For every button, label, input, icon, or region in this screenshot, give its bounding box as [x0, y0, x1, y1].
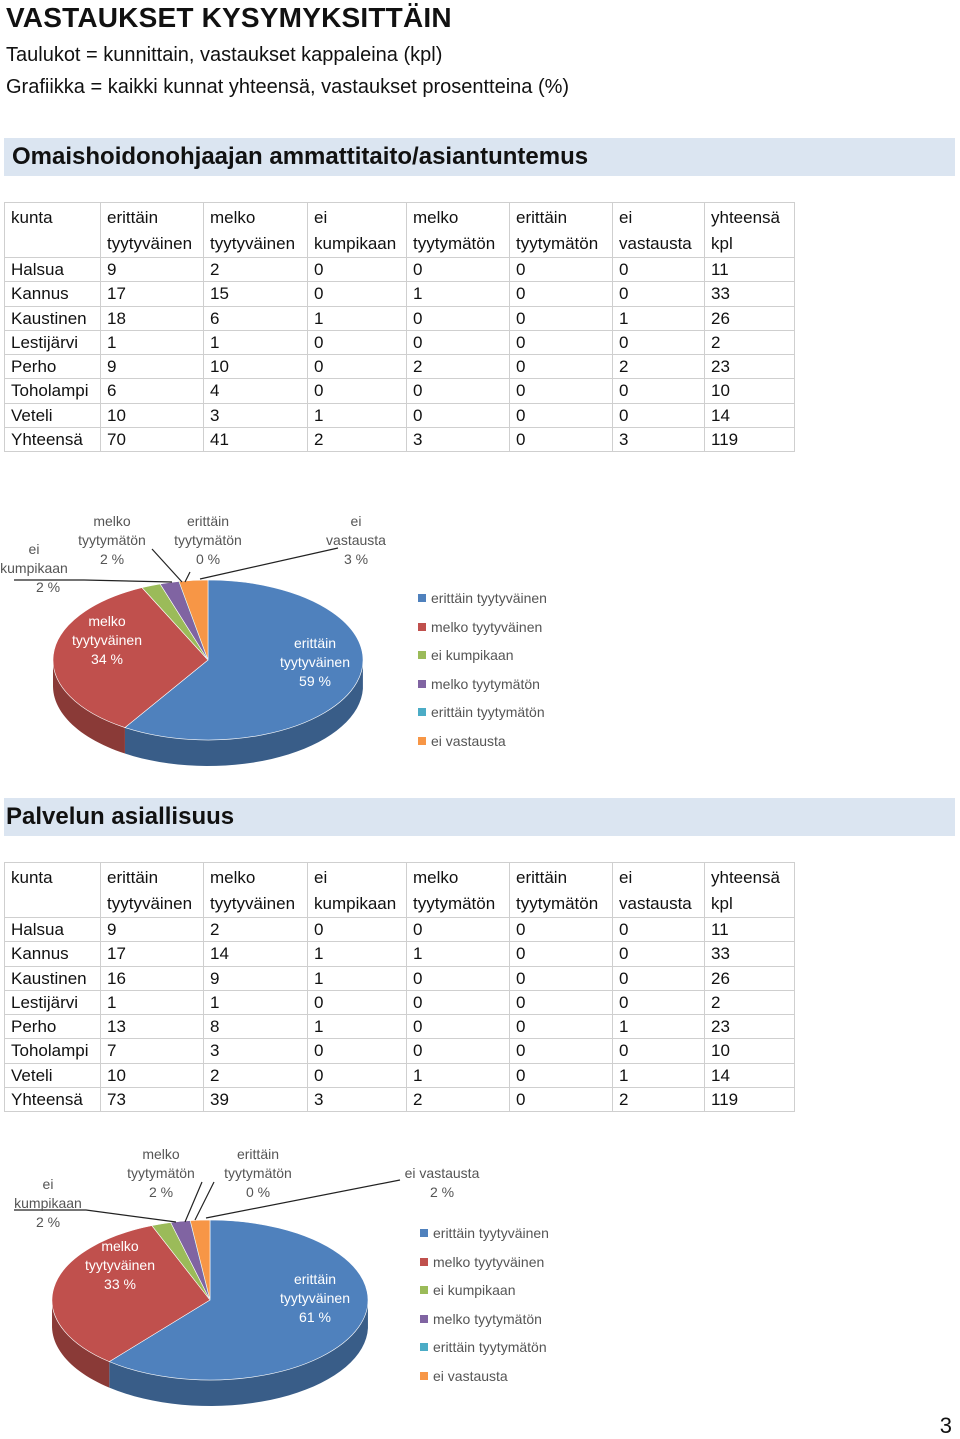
legend-label: erittäin tyytyväinen — [431, 590, 547, 606]
column-header-line — [11, 231, 94, 257]
column-header — [613, 863, 705, 918]
column-header — [407, 863, 510, 918]
table-cell: 1 — [613, 306, 705, 330]
slice-value-label: 2 % — [148, 1184, 174, 1200]
table-cell: 0 — [613, 330, 705, 354]
table-cell: 9 — [101, 258, 204, 282]
table-row — [5, 1039, 795, 1063]
table-cell: 3 — [308, 1088, 407, 1112]
legend-item — [420, 1339, 547, 1355]
table-cell: 0 — [510, 942, 613, 966]
slice-label: tyytymätön — [174, 532, 242, 548]
table-cell: 17 — [101, 942, 204, 966]
table-row — [5, 990, 795, 1014]
slice-label: tyytyväinen — [71, 632, 143, 648]
table-cell: 0 — [308, 282, 407, 306]
slice-label: tyytyväinen — [84, 1257, 156, 1273]
column-header-line: melko — [413, 208, 459, 227]
row-label: Veteli — [5, 1063, 101, 1087]
row-label: Yhteensä — [5, 1088, 101, 1112]
column-header-line: ei — [314, 868, 328, 887]
table-cell: 0 — [308, 330, 407, 354]
legend-label: melko tyytymätön — [431, 675, 540, 692]
slice-value-label: 61 % — [299, 1309, 331, 1325]
column-header-line — [11, 891, 94, 917]
table-row — [5, 1063, 795, 1087]
table-row — [5, 306, 795, 330]
table-cell: 26 — [705, 306, 795, 330]
legend-label: melko tyytyväinen — [431, 618, 543, 635]
table-cell: 2 — [407, 355, 510, 379]
table-cell: 0 — [407, 918, 510, 942]
table-cell: 0 — [308, 355, 407, 379]
table-cell: 0 — [510, 1088, 613, 1112]
table-cell: 39 — [204, 1088, 308, 1112]
table-cell: 14 — [204, 942, 308, 966]
legend-item — [420, 1225, 549, 1241]
slice-value-label: 33 % — [104, 1276, 136, 1292]
table-cell: 11 — [705, 918, 795, 942]
table-cell: 0 — [613, 918, 705, 942]
row-label: Perho — [5, 355, 101, 379]
column-header — [510, 203, 613, 258]
column-header-line: ei — [314, 208, 328, 227]
column-header — [308, 863, 407, 918]
table-cell: 0 — [510, 918, 613, 942]
column-header — [613, 203, 705, 258]
table-cell: 0 — [510, 990, 613, 1014]
column-header-line: yhteensä — [711, 208, 780, 227]
slice-label: tyytymätön — [127, 1165, 195, 1181]
table-cell: 0 — [510, 355, 613, 379]
table-row — [5, 1015, 795, 1039]
column-header — [204, 203, 308, 258]
table-cell: 0 — [613, 282, 705, 306]
legend-swatch — [420, 1315, 428, 1323]
column-header-line: melko — [210, 208, 256, 227]
table-cell: 70 — [101, 428, 204, 452]
table-header-row — [5, 863, 795, 918]
table-cell: 6 — [204, 306, 308, 330]
table-cell: 10 — [705, 379, 795, 403]
table-cell: 2 — [705, 330, 795, 354]
table-cell: 10 — [705, 1039, 795, 1063]
table-cell: 3 — [204, 403, 308, 427]
table-row — [5, 355, 795, 379]
slice-value-label: 0 % — [245, 1184, 271, 1200]
column-header-line: tyytymätön — [516, 234, 599, 253]
table-cell: 0 — [407, 990, 510, 1014]
table-cell: 0 — [407, 1015, 510, 1039]
subtitle-graphics: Grafiikka = kaikki kunnat yhteensä, vastaukset prosentteina (%) — [6, 76, 570, 98]
legend-label: erittäin tyytymätön — [433, 1339, 547, 1356]
table-cell: 0 — [407, 258, 510, 282]
table-cell: 0 — [308, 990, 407, 1014]
column-header-line: ei — [619, 868, 633, 887]
table-cell: 119 — [705, 428, 795, 452]
column-header-line: erittäin — [516, 208, 568, 227]
section-2-title: Palvelun asiallisuus — [6, 803, 235, 830]
table-cell: 15 — [204, 282, 308, 306]
column-header — [101, 203, 204, 258]
table-cell: 1 — [308, 966, 407, 990]
table-cell: 9 — [101, 355, 204, 379]
row-label: Kannus — [5, 282, 101, 306]
table-cell: 6 — [101, 379, 204, 403]
column-header-line: tyytyväinen — [210, 234, 296, 253]
column-header — [308, 203, 407, 258]
column-header — [510, 863, 613, 918]
slice-label: melko — [88, 613, 126, 629]
legend-label: ei vastausta — [431, 733, 506, 749]
legend-swatch — [418, 623, 426, 631]
legend-label: ei vastausta — [433, 1368, 508, 1384]
table-row — [5, 330, 795, 354]
table-cell: 0 — [308, 258, 407, 282]
table-cell: 1 — [101, 330, 204, 354]
legend-item — [418, 590, 547, 606]
table-row — [5, 1088, 795, 1112]
column-header — [204, 863, 308, 918]
table-cell: 10 — [101, 1063, 204, 1087]
section-1-title: Omaishoidonohjaajan ammattitaito/asiantuntemus — [12, 143, 589, 170]
slice-value-label: 2 % — [35, 1214, 61, 1230]
section-2-header — [4, 798, 955, 836]
legend-swatch — [418, 708, 426, 716]
table-row — [5, 379, 795, 403]
column-header-line: kpl — [711, 234, 733, 253]
row-label: Kaustinen — [5, 966, 101, 990]
table-cell: 14 — [705, 403, 795, 427]
column-header-line: tyytymätön — [413, 894, 496, 913]
slice-label: tyytyväinen — [279, 1290, 351, 1306]
table-cell: 2 — [407, 1088, 510, 1112]
table-cell: 0 — [510, 1015, 613, 1039]
table-cell: 0 — [510, 1039, 613, 1063]
row-label: Toholampi — [5, 1039, 101, 1063]
row-label: Kaustinen — [5, 306, 101, 330]
section-2-legend — [420, 1225, 620, 1395]
slice-label: tyytyväinen — [279, 654, 351, 670]
row-label: Veteli — [5, 403, 101, 427]
table-cell: 0 — [510, 258, 613, 282]
table-cell: 1 — [613, 1063, 705, 1087]
page-number: 3 — [939, 1413, 952, 1438]
legend-item — [418, 676, 540, 692]
label-leader-line — [200, 548, 338, 579]
slice-value-label: 59 % — [299, 673, 331, 689]
table-cell: 0 — [613, 990, 705, 1014]
table-cell: 3 — [407, 428, 510, 452]
table-cell: 0 — [308, 1039, 407, 1063]
column-header-line: tyytymätön — [516, 894, 599, 913]
column-header-line: kunta — [11, 208, 53, 227]
table-row — [5, 966, 795, 990]
legend-label: erittäin tyytymätön — [431, 704, 545, 721]
row-label: Yhteensä — [5, 428, 101, 452]
legend-item — [420, 1368, 508, 1384]
legend-label: melko tyytymätön — [433, 1310, 542, 1327]
table-cell: 0 — [407, 403, 510, 427]
table-cell: 9 — [101, 918, 204, 942]
column-header — [705, 203, 795, 258]
table-row — [5, 918, 795, 942]
table-cell: 1 — [308, 1015, 407, 1039]
legend-swatch — [420, 1229, 428, 1237]
table-cell: 41 — [204, 428, 308, 452]
table-cell: 33 — [705, 282, 795, 306]
table-cell: 0 — [407, 330, 510, 354]
table-cell: 33 — [705, 942, 795, 966]
column-header-line: tyytymätön — [413, 234, 496, 253]
table-cell: 23 — [705, 355, 795, 379]
table-cell: 4 — [204, 379, 308, 403]
table-cell: 1 — [204, 330, 308, 354]
table-cell: 0 — [613, 403, 705, 427]
slice-value-label: 3 % — [343, 551, 369, 567]
section-1-legend — [418, 590, 618, 760]
table-cell: 2 — [613, 355, 705, 379]
table-cell: 0 — [510, 966, 613, 990]
legend-item — [420, 1282, 516, 1298]
table-cell: 16 — [101, 966, 204, 990]
table-row — [5, 403, 795, 427]
table-row — [5, 428, 795, 452]
subtitle-tables: Taulukot = kunnittain, vastaukset kappaleina (kpl) — [6, 44, 443, 66]
table-cell: 1 — [204, 990, 308, 1014]
slice-label: erittäin — [236, 1146, 280, 1162]
column-header-line: melko — [413, 868, 459, 887]
table-cell: 1 — [407, 1063, 510, 1087]
column-header-line: erittäin — [516, 868, 568, 887]
slice-label: erittäin — [293, 635, 337, 651]
column-header-line: kunta — [11, 868, 53, 887]
table-cell: 0 — [613, 966, 705, 990]
table-cell: 3 — [613, 428, 705, 452]
table-cell: 119 — [705, 1088, 795, 1112]
slice-value-label: 0 % — [195, 551, 221, 567]
column-header-line: vastausta — [619, 234, 692, 253]
label-leader-line — [185, 1182, 202, 1222]
legend-swatch — [418, 594, 426, 602]
table-cell: 0 — [308, 918, 407, 942]
slice-label: tyytymätön — [78, 532, 146, 548]
table-cell: 0 — [613, 379, 705, 403]
column-header-line: erittäin — [107, 868, 159, 887]
legend-item — [420, 1254, 544, 1270]
column-header-line: kpl — [711, 894, 733, 913]
table-row — [5, 258, 795, 282]
table-cell: 0 — [407, 1039, 510, 1063]
row-label: Kannus — [5, 942, 101, 966]
table-cell: 23 — [705, 1015, 795, 1039]
legend-item — [418, 647, 514, 663]
slice-value-label: 2 % — [99, 551, 125, 567]
table-cell: 0 — [510, 282, 613, 306]
table-cell: 0 — [510, 403, 613, 427]
column-header — [705, 863, 795, 918]
label-leader-line — [152, 549, 182, 582]
slice-label: kumpikaan — [14, 1195, 82, 1211]
legend-item — [418, 619, 542, 635]
table-cell: 10 — [204, 355, 308, 379]
table-cell: 2 — [204, 1063, 308, 1087]
label-leader-line — [206, 1180, 400, 1218]
table-cell: 0 — [510, 428, 613, 452]
table-cell: 1 — [407, 282, 510, 306]
slice-label: vastausta — [326, 532, 386, 548]
slice-label: melko — [142, 1146, 180, 1162]
slice-label: melko — [93, 513, 131, 529]
table-header-row — [5, 203, 795, 258]
table-cell: 1 — [308, 942, 407, 966]
row-label: Toholampi — [5, 379, 101, 403]
slice-label: kumpikaan — [0, 560, 68, 576]
slice-label: melko — [101, 1238, 139, 1254]
legend-item — [418, 733, 506, 749]
column-header-line: tyytyväinen — [210, 894, 296, 913]
table-cell: 0 — [510, 306, 613, 330]
column-header-line: tyytyväinen — [107, 234, 193, 253]
legend-label: ei kumpikaan — [431, 647, 514, 664]
slice-label: ei — [350, 513, 362, 529]
column-header — [101, 863, 204, 918]
table-cell: 0 — [407, 306, 510, 330]
slice-label: ei — [42, 1176, 54, 1192]
row-label: Perho — [5, 1015, 101, 1039]
table-cell: 10 — [101, 403, 204, 427]
table-cell: 1 — [101, 990, 204, 1014]
table-cell: 1 — [308, 306, 407, 330]
slice-label: erittäin — [293, 1271, 337, 1287]
legend-item — [418, 704, 545, 720]
table-cell: 26 — [705, 966, 795, 990]
table-cell: 2 — [204, 258, 308, 282]
table-cell: 3 — [204, 1039, 308, 1063]
legend-label: ei kumpikaan — [433, 1282, 516, 1299]
column-header-line: vastausta — [619, 894, 692, 913]
section-2-table — [4, 862, 795, 1112]
table-cell: 1 — [308, 403, 407, 427]
legend-swatch — [420, 1258, 428, 1266]
table-cell: 2 — [705, 990, 795, 1014]
section-1-table — [4, 202, 795, 452]
table-cell: 7 — [101, 1039, 204, 1063]
slice-label: ei — [28, 541, 40, 557]
legend-swatch — [420, 1372, 428, 1380]
row-label: Lestijärvi — [5, 990, 101, 1014]
table-row — [5, 942, 795, 966]
legend-swatch — [420, 1286, 428, 1294]
legend-label: melko tyytyväinen — [433, 1253, 545, 1270]
table-cell: 0 — [308, 379, 407, 403]
page-title: VASTAUKSET KYSYMYKSITTÄIN — [6, 2, 452, 33]
column-header — [407, 203, 510, 258]
column-header-line: kumpikaan — [314, 234, 397, 253]
slice-label: ei vastausta — [404, 1165, 480, 1181]
legend-swatch — [420, 1343, 428, 1351]
table-cell: 17 — [101, 282, 204, 306]
column-header-line: erittäin — [107, 208, 159, 227]
slice-label: tyytymätön — [224, 1165, 292, 1181]
legend-swatch — [418, 651, 426, 659]
table-cell: 0 — [510, 330, 613, 354]
table-cell: 0 — [308, 1063, 407, 1087]
legend-item — [420, 1311, 542, 1327]
table-cell: 11 — [705, 258, 795, 282]
table-cell: 14 — [705, 1063, 795, 1087]
table-cell: 13 — [101, 1015, 204, 1039]
legend-label: erittäin tyytyväinen — [433, 1225, 549, 1241]
table-cell: 8 — [204, 1015, 308, 1039]
column-header-line: tyytyväinen — [107, 894, 193, 913]
table-cell: 73 — [101, 1088, 204, 1112]
row-label: Lestijärvi — [5, 330, 101, 354]
label-leader-line — [195, 1182, 214, 1220]
table-cell: 0 — [510, 1063, 613, 1087]
row-label: Halsua — [5, 918, 101, 942]
column-header — [5, 203, 101, 258]
table-cell: 2 — [204, 918, 308, 942]
column-header-line: kumpikaan — [314, 894, 397, 913]
slice-value-label: 34 % — [91, 651, 123, 667]
table-cell: 0 — [613, 1039, 705, 1063]
table-cell: 0 — [613, 258, 705, 282]
slice-value-label: 2 % — [35, 579, 61, 595]
table-cell: 1 — [407, 942, 510, 966]
legend-swatch — [418, 680, 426, 688]
table-cell: 0 — [613, 942, 705, 966]
column-header-line: yhteensä — [711, 868, 780, 887]
slice-label: erittäin — [186, 513, 230, 529]
column-header-line: ei — [619, 208, 633, 227]
slice-value-label: 2 % — [429, 1184, 455, 1200]
table-cell: 1 — [613, 1015, 705, 1039]
table-cell: 0 — [407, 966, 510, 990]
table-cell: 18 — [101, 306, 204, 330]
table-cell: 9 — [204, 966, 308, 990]
section-1-header — [4, 138, 955, 176]
row-label: Halsua — [5, 258, 101, 282]
table-cell: 2 — [613, 1088, 705, 1112]
table-cell: 0 — [407, 379, 510, 403]
table-row — [5, 282, 795, 306]
table-cell: 0 — [510, 379, 613, 403]
column-header-line: melko — [210, 868, 256, 887]
column-header — [5, 863, 101, 918]
table-cell: 2 — [308, 428, 407, 452]
legend-swatch — [418, 737, 426, 745]
